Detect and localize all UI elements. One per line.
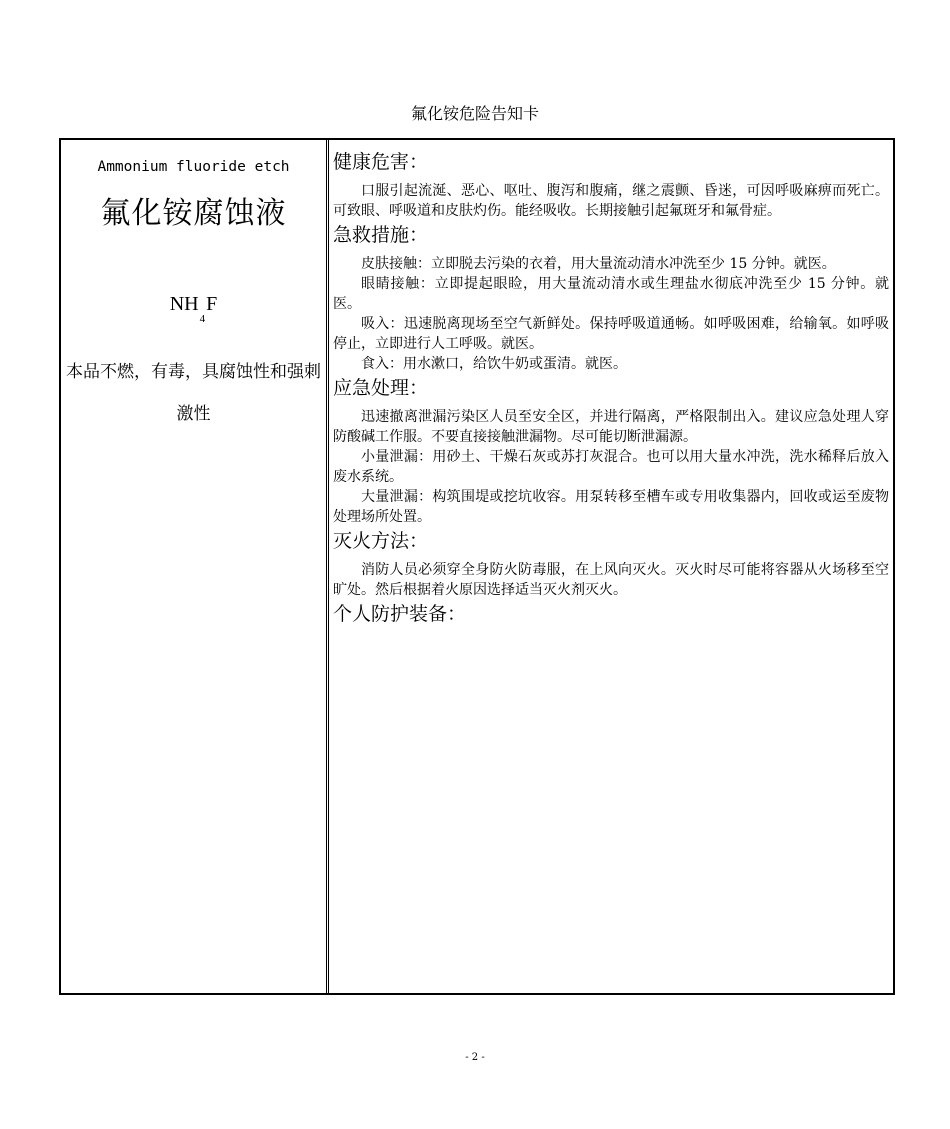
- section-heading: 应急处理：: [333, 377, 429, 399]
- section-paragraph: 吸入：迅速脱离现场至空气新鲜处。保持呼吸道通畅。如呼吸困难，给输氧。如呼吸停止，立即进行人工呼吸。就医。: [333, 316, 889, 352]
- section-fire-fighting: [333, 529, 889, 600]
- section-body: [333, 560, 889, 600]
- section-body: [333, 254, 889, 374]
- formula-part-1: NH: [169, 293, 199, 315]
- formula-subscript: 4: [199, 313, 206, 325]
- formula-part-2: F: [206, 293, 218, 315]
- section-first-aid: [333, 223, 889, 374]
- section-personal-protection: [333, 602, 889, 626]
- section-heading: 急救措施：: [333, 224, 429, 246]
- section-heading: 个人防护装备：: [333, 603, 467, 625]
- chinese-name: 氟化铵腐蚀液: [100, 196, 287, 231]
- section-heading: 健康危害：: [333, 151, 429, 173]
- section-body: [333, 181, 889, 221]
- section-paragraph: 消防人员必须穿全身防火防毒服，在上风向灭火。灭火时尽可能将容器从火场移至空旷处。然后根据着火原因选择适当灭火剂灭火。: [333, 562, 889, 598]
- section-paragraph: 迅速撤离泄漏污染区人员至安全区，并进行隔离，严格限制出入。建议应急处理人穿防酸碱工作服。不要直接接触泄漏物。尽可能切断泄漏源。: [333, 409, 889, 445]
- document-title: 氟化铵危险告知卡: [410, 104, 539, 123]
- hazard-card: [59, 138, 895, 995]
- identity-column: [61, 140, 326, 993]
- chemical-formula: [61, 292, 326, 325]
- page-number: - 2 -: [465, 1052, 485, 1063]
- section-emergency-response: [333, 376, 889, 527]
- english-name: Ammonium fluoride etch: [97, 159, 290, 175]
- column-divider: [326, 140, 329, 993]
- hazard-summary: 本品不燃，有毒，具腐蚀性和强刺激性: [66, 362, 321, 424]
- section-paragraph: 眼睛接触：立即提起眼睑，用大量流动清水或生理盐水彻底冲洗至少 15 分钟。就医。: [333, 276, 889, 312]
- section-body: [333, 407, 889, 527]
- details-column: [331, 140, 893, 993]
- section-paragraph: 大量泄漏：构筑围堤或挖坑收容。用泵转移至槽车或专用收集器内，回收或运至废物处理场所处置。: [333, 489, 889, 525]
- section-paragraph: 口服引起流涎、恶心、呕吐、腹泻和腹痛，继之震颤、昏迷，可因呼吸麻痹而死亡。可致眼、呼吸道和皮肤灼伤。能经吸收。长期接触引起氟斑牙和氟骨症。: [333, 183, 889, 219]
- section-paragraph: 皮肤接触：立即脱去污染的衣着，用大量流动清水冲洗至少 15 分钟。就医。: [361, 256, 836, 272]
- section-paragraph: 食入：用水漱口，给饮牛奶或蛋清。就医。: [361, 356, 627, 372]
- section-paragraph: 小量泄漏：用砂土、干燥石灰或苏打灰混合。也可以用大量水冲洗，洗水稀释后放入废水系统。: [333, 449, 889, 485]
- section-health-hazard: [333, 150, 889, 221]
- section-heading: 灭火方法：: [333, 530, 429, 552]
